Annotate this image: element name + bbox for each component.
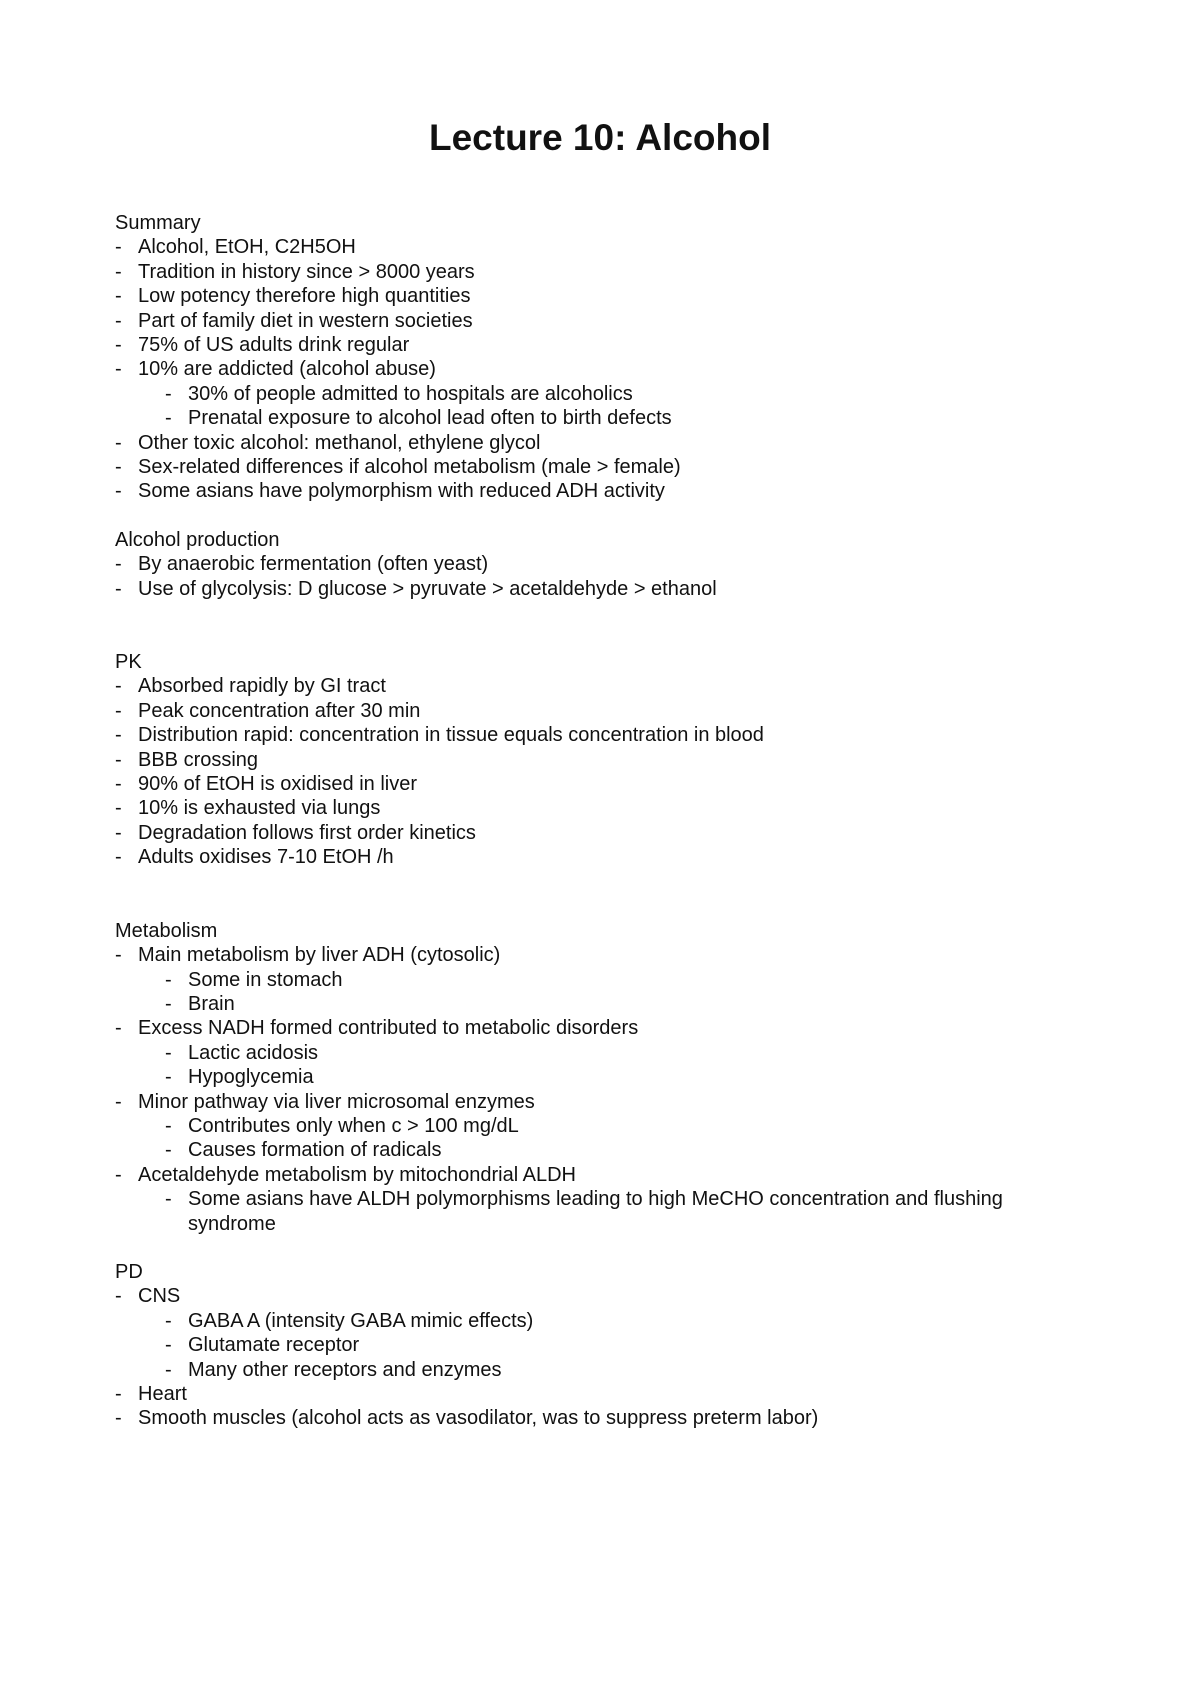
bullet-dash: -	[165, 968, 172, 991]
bullet-dash: -	[115, 1285, 122, 1308]
list-item-text: Lactic acidosis	[188, 1041, 319, 1064]
sub-list-item	[115, 1114, 1075, 1138]
bullet-dash: -	[115, 821, 122, 844]
list-item	[115, 723, 1075, 747]
sub-list	[115, 1114, 1075, 1163]
list-item-text: Tradition in history since > 8000 years	[138, 260, 475, 283]
list-item-text: Many other receptors and enzymes	[188, 1358, 502, 1381]
list-item	[115, 1284, 1075, 1382]
list-item	[115, 699, 1075, 723]
list-item	[115, 577, 1075, 601]
sub-list-item	[115, 406, 1075, 430]
list-item	[115, 455, 1075, 479]
list-item	[115, 821, 1075, 845]
list-item-text: Absorbed rapidly by GI tract	[138, 675, 386, 698]
list-item-text: By anaerobic fermentation (often yeast)	[138, 553, 489, 576]
list-item-text: Use of glycolysis: D glucose > pyruvate > acetaldehyde > ethanol	[138, 577, 717, 600]
sub-list-item	[115, 1065, 1075, 1089]
list-item-text: 10% are addicted (alcohol abuse)	[138, 358, 436, 381]
sub-list-item	[115, 382, 1075, 406]
bullet-dash: -	[115, 675, 122, 698]
bullet-dash: -	[115, 285, 122, 308]
list-item	[115, 357, 1075, 430]
section-heading-production: Alcohol production	[115, 528, 280, 551]
bullet-dash: -	[115, 431, 122, 454]
section-pd	[115, 1260, 1075, 1431]
list-item	[115, 1090, 1075, 1163]
list-item	[115, 1163, 1075, 1236]
list-item-text: Some asians have polymorphism with reduced ADH activity	[138, 480, 665, 503]
list-item-text: Low potency therefore high quantities	[138, 285, 471, 308]
list-item-text: Adults oxidises 7-10 EtOH /h	[138, 846, 394, 869]
section-pk	[115, 650, 1075, 870]
list-item-text: Part of family diet in western societies	[138, 309, 473, 332]
list-item	[115, 552, 1075, 576]
bullet-dash: -	[165, 1188, 172, 1211]
pk-list	[115, 674, 1075, 869]
list-item	[115, 748, 1075, 772]
list-item-text: Sex-related differences if alcohol metabolism (male > female)	[138, 456, 681, 479]
bullet-dash: -	[115, 846, 122, 869]
list-item-text: Heart	[138, 1382, 187, 1405]
list-item	[115, 284, 1075, 308]
sub-list	[115, 968, 1075, 1017]
bullet-dash: -	[115, 334, 122, 357]
sub-list	[115, 1187, 1075, 1236]
bullet-dash: -	[115, 797, 122, 820]
list-item	[115, 333, 1075, 357]
sub-list-item	[115, 1138, 1075, 1162]
bullet-dash: -	[165, 1309, 172, 1332]
list-item-text: Brain	[188, 992, 235, 1015]
list-item	[115, 1382, 1075, 1406]
bullet-dash: -	[165, 1358, 172, 1381]
sub-list-item	[115, 968, 1075, 992]
bullet-dash: -	[165, 1139, 172, 1162]
list-item-text: Alcohol, EtOH, C2H5OH	[138, 236, 356, 259]
bullet-dash: -	[115, 1163, 122, 1186]
list-item-text: Degradation follows first order kinetics	[138, 821, 476, 844]
list-item	[115, 309, 1075, 333]
pd-list	[115, 1284, 1075, 1430]
bullet-dash: -	[115, 1017, 122, 1040]
bullet-dash: -	[115, 456, 122, 479]
page-title: Lecture 10: Alcohol	[429, 117, 771, 158]
sub-list-item	[115, 1333, 1075, 1357]
list-item-text: Contributes only when c > 100 mg/dL	[188, 1114, 519, 1137]
bullet-dash: -	[165, 1041, 172, 1064]
list-item-text: Excess NADH formed contributed to metabolic disorders	[138, 1017, 639, 1040]
list-item-text: Prenatal exposure to alcohol lead often to birth defects	[188, 407, 672, 430]
bullet-dash: -	[115, 358, 122, 381]
list-item-text: 90% of EtOH is oxidised in liver	[138, 773, 418, 796]
sub-list	[115, 382, 1075, 431]
metabolism-list	[115, 943, 1075, 1236]
list-item-text: CNS	[138, 1285, 181, 1308]
sub-list-item	[115, 1041, 1075, 1065]
list-item	[115, 772, 1075, 796]
sub-list-item	[115, 1309, 1075, 1333]
bullet-dash: -	[165, 1114, 172, 1137]
bullet-dash: -	[115, 748, 122, 771]
sub-list-item	[115, 1358, 1075, 1382]
list-item	[115, 479, 1075, 503]
list-item-text: BBB crossing	[138, 748, 259, 771]
section-heading-pk: PK	[115, 651, 142, 674]
list-item-text: Minor pathway via liver microsomal enzymes	[138, 1090, 535, 1113]
sub-list-item	[115, 992, 1075, 1016]
production-list	[115, 552, 1075, 601]
bullet-dash: -	[115, 553, 122, 576]
list-item-text: Smooth muscles (alcohol acts as vasodilator, was to suppress preterm labor)	[138, 1407, 819, 1430]
list-item-text: Distribution rapid: concentration in tissue equals concentration in blood	[138, 724, 764, 747]
list-item-text: Main metabolism by liver ADH (cytosolic)	[138, 944, 501, 967]
list-item-text: 10% is exhausted via lungs	[138, 797, 381, 820]
section-metabolism	[115, 919, 1075, 1236]
bullet-dash: -	[165, 1334, 172, 1357]
section-heading-summary: Summary	[115, 212, 201, 234]
list-item-text: 75% of US adults drink regular	[138, 334, 410, 357]
summary-list	[115, 235, 1075, 503]
bullet-dash: -	[115, 260, 122, 283]
list-item-text: Some in stomach	[188, 968, 343, 991]
document-body	[115, 211, 1075, 1431]
list-item-text: 30% of people admitted to hospitals are alcoholics	[188, 382, 633, 405]
list-item	[115, 235, 1075, 259]
sub-list	[115, 1309, 1075, 1382]
list-item-text: GABA A (intensity GABA mimic effects)	[188, 1309, 534, 1332]
bullet-dash: -	[165, 382, 172, 405]
list-item	[115, 845, 1075, 869]
list-item	[115, 431, 1075, 455]
bullet-dash: -	[165, 992, 172, 1015]
bullet-dash: -	[115, 699, 122, 722]
list-item-text: Other toxic alcohol: methanol, ethylene glycol	[138, 431, 541, 454]
section-production	[115, 528, 1075, 601]
bullet-dash: -	[165, 1066, 172, 1089]
list-item-text: Some asians have ALDH polymorphisms leading to high MeCHO concentration and flushing syndrome	[188, 1188, 1003, 1235]
list-item	[115, 1016, 1075, 1089]
bullet-dash: -	[115, 577, 122, 600]
bullet-dash: -	[115, 773, 122, 796]
list-item	[115, 943, 1075, 1016]
list-item-text: Peak concentration after 30 min	[138, 699, 421, 722]
bullet-dash: -	[115, 309, 122, 332]
list-item-text: Causes formation of radicals	[188, 1139, 442, 1162]
list-item-text: Glutamate receptor	[188, 1334, 360, 1357]
bullet-dash: -	[115, 724, 122, 747]
bullet-dash: -	[115, 1407, 122, 1430]
section-heading-metabolism: Metabolism	[115, 919, 218, 942]
list-item	[115, 674, 1075, 698]
list-item	[115, 1406, 1075, 1430]
list-item	[115, 260, 1075, 284]
list-item	[115, 796, 1075, 820]
sub-list	[115, 1041, 1075, 1090]
list-item-text: Acetaldehyde metabolism by mitochondrial ALDH	[138, 1163, 576, 1186]
bullet-dash: -	[115, 1090, 122, 1113]
section-summary	[115, 211, 1075, 504]
list-item-text: Hypoglycemia	[188, 1066, 314, 1089]
bullet-dash: -	[115, 480, 122, 503]
bullet-dash: -	[115, 944, 122, 967]
sub-list-item	[115, 1187, 1075, 1236]
bullet-dash: -	[115, 236, 122, 259]
bullet-dash: -	[165, 407, 172, 430]
bullet-dash: -	[115, 1382, 122, 1405]
section-heading-pd: PD	[115, 1260, 143, 1283]
